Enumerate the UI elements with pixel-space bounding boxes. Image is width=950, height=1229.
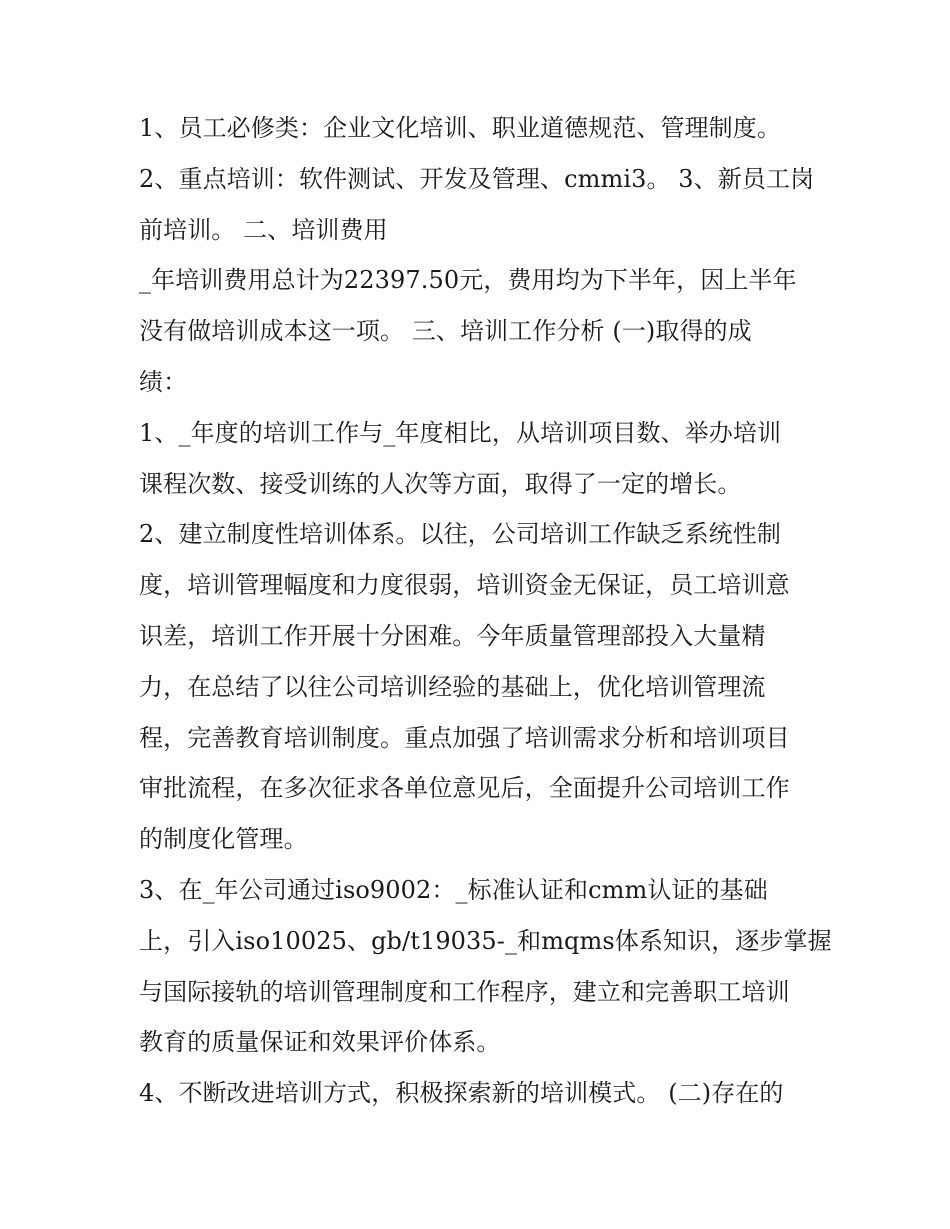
text-line-14: 审批流程，在多次征求各单位意见后，全面提升公司培训工作 bbox=[139, 774, 790, 803]
text-line-9: 2、建立制度性培训体系。以往，公司培训工作缺乏系统性制 bbox=[139, 520, 781, 549]
text-line-5: 没有做培训成本这一项。 三、培训工作分析 (一)取得的成 bbox=[139, 317, 752, 346]
text-line-13: 程，完善教育培训制度。重点加强了培训需求分析和培训项目 bbox=[139, 723, 790, 752]
text-line-8: 课程次数、接受训练的人次等方面，取得了一定的增长。 bbox=[139, 469, 742, 498]
text-line-6: 绩： bbox=[139, 367, 188, 396]
text-line-16: 3、在_年公司通过iso9002：_标准认证和cmm认证的基础 bbox=[139, 875, 768, 904]
text-line-15: 的制度化管理。 bbox=[139, 825, 308, 854]
text-line-2: 2、重点培训：软件测试、开发及管理、cmmi3。 3、新员工岗 bbox=[139, 164, 815, 193]
text-line-10: 度，培训管理幅度和力度很弱，培训资金无保证，员工培训意 bbox=[139, 571, 790, 600]
text-line-19: 教育的质量保证和效果评价体系。 bbox=[139, 1028, 501, 1057]
text-line-11: 识差，培训工作开展十分困难。今年质量管理部投入大量精 bbox=[139, 621, 766, 650]
text-line-1: 1、员工必修类：企业文化培训、职业道德规范、管理制度。 bbox=[139, 114, 781, 142]
text-line-4: _年培训费用总计为22397.50元，费用均为下半年，因上半年 bbox=[139, 266, 797, 295]
document-body bbox=[139, 103, 832, 1119]
text-line-12: 力，在总结了以往公司培训经验的基础上，优化培训管理流 bbox=[139, 672, 766, 701]
text-line-18: 与国际接轨的培训管理制度和工作程序，建立和完善职工培训 bbox=[139, 977, 790, 1006]
text-line-3: 前培训。 二、培训费用 bbox=[139, 215, 388, 244]
text-line-17: 上，引入iso10025、gb/t19035-_和mqms体系知识，逐步掌握 bbox=[139, 926, 832, 955]
text-line-7: 1、_年度的培训工作与_年度相比，从培训项目数、举办培训 bbox=[139, 418, 782, 447]
text-line-20: 4、不断改进培训方式，积极探索新的培训模式。 (二)存在的 bbox=[139, 1079, 784, 1108]
